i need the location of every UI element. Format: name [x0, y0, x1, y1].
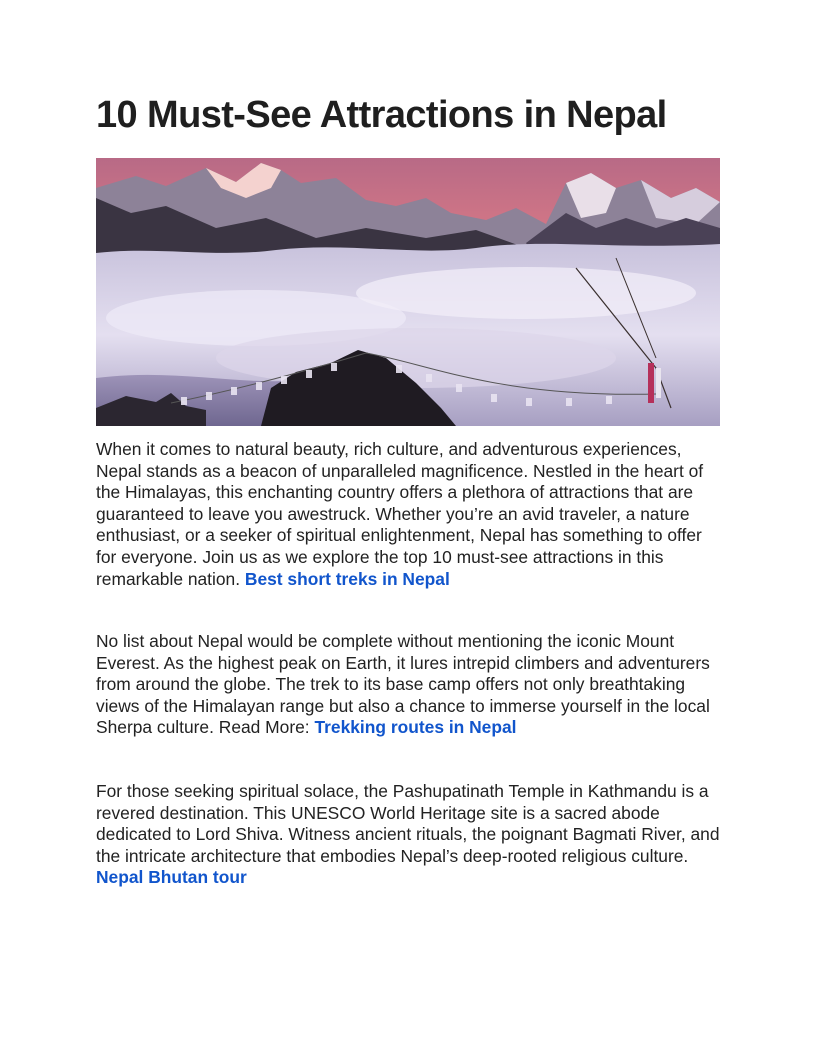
nepal-bhutan-tour-link[interactable]: Nepal Bhutan tour	[96, 867, 247, 888]
page-title: 10 Must-See Attractions in Nepal	[96, 94, 667, 136]
pashupatinath-paragraph	[96, 781, 720, 889]
everest-paragraph	[96, 631, 720, 739]
trekking-routes-link[interactable]: Trekking routes in Nepal	[314, 717, 517, 738]
himalaya-landscape-image	[96, 158, 720, 426]
paragraph-text: For those seeking spiritual solace, the Pashupatinath Temple in Kathmandu is a revered destination. This UNESCO World Heritage site is a sacred abode dedicated to Lord Shiva. Witness ancient rituals, the poignant Bagmati River, and the intricate architecture that embodies Nepal’s deep-rooted religious culture.	[96, 781, 720, 866]
intro-paragraph	[96, 439, 720, 590]
best-short-treks-link[interactable]: Best short treks in Nepal	[244, 568, 450, 589]
paragraph-text: No list about Nepal would be complete without mentioning the iconic Mount Everest. As the highest peak on Earth, it lures intrepid climbers and adventurers from around the globe. The trek to its base camp offers not only breathtaking views of the Himalayan range but also a chance to immerse yourself in the local Sherpa culture. Read More:	[96, 631, 710, 738]
paragraph-text: When it comes to natural beauty, rich culture, and adventurous experiences, Nepal stands as a beacon of unparalleled magnificence. Nestled in the heart of the Himalayas, this enchanting country offers a plethora of attractions that are guaranteed to leave you awestruck. Whether you’re an avid traveler, a nature enthusiast, or a seeker of spiritual enlightenment, Nepal has something to offer for everyone. Join us as we explore the top 10 must-see attractions in this remarkable nation.	[96, 439, 704, 589]
